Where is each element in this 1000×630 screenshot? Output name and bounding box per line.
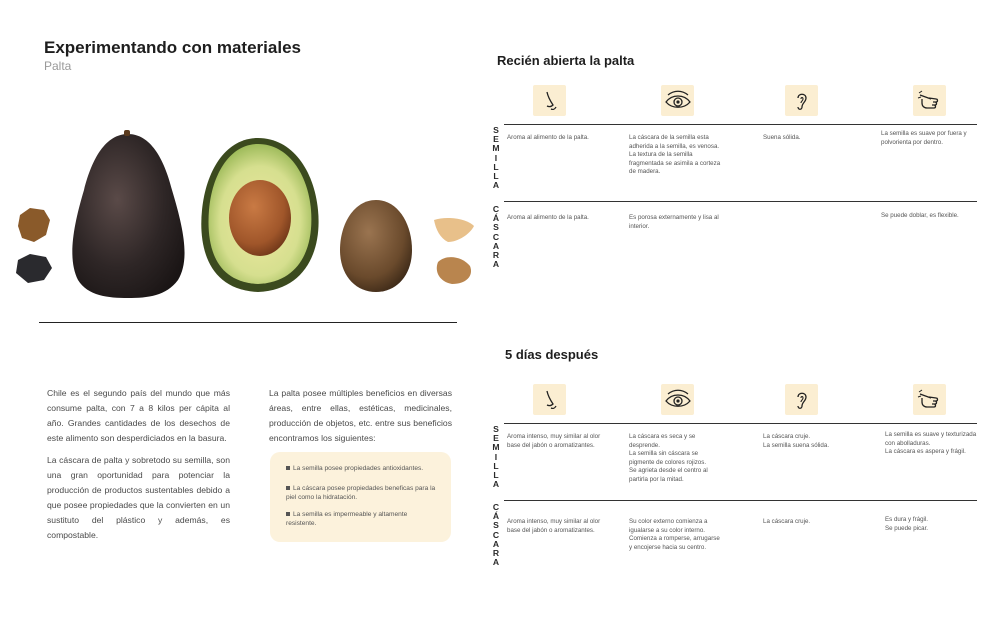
eye-icon (661, 85, 694, 116)
nose-icon (533, 384, 566, 415)
row-label-cascara: C Á S C A R A (492, 502, 500, 568)
section-divider (39, 322, 457, 323)
hand-icon (913, 85, 946, 116)
cell-sound-seed: La cáscara cruje. La semilla suena sólida. (763, 433, 830, 449)
eye-icon (661, 384, 694, 415)
benefit-item: La semilla posee propiedades antioxidantes. (286, 464, 436, 473)
cell-smell-seed: Aroma al alimento de la palta. (507, 134, 589, 141)
benefits-box (270, 452, 451, 542)
intro-paragraph-1: Chile es el segundo país del mundo que más consume palta, con 7 a 8 kilos per cápita al año. Grandes cantidades de los desechos de este alimento son desperdiciados en la basura. (47, 388, 230, 443)
page-subtitle: Palta (44, 59, 72, 73)
benefits-intro: La palta posee múltiples beneficios en diversas áreas, entre ellas, estéticas, medicinales, producción de objetos, etc. entre sus beneficios encontramos los siguientes: (269, 388, 452, 443)
ear-icon (785, 85, 818, 116)
page-title: Experimentando con materiales (44, 38, 301, 57)
section-title-fresh: Recién abierta la palta (497, 53, 635, 68)
cell-sight-peel: Es porosa externamente y lisa al interior. (629, 214, 719, 230)
intro-paragraph-2: La cáscara de palta y sobretodo su semilla, son una gran oportunidad para potenciar la producción de productos sustentables debido a que posee propiedades que la convierten en un sustituto del plástico y además, es compostable. (47, 455, 230, 540)
dark-peel-piece (16, 254, 52, 283)
hand-icon (913, 384, 946, 415)
cell-sight-peel: Su color externo comienza a igualarse a su color interno. Comienza a romperse, arrugarse y encojerse hacia su centro. (629, 518, 720, 551)
seed-peel-piece-top (434, 218, 474, 242)
cell-sight-seed: La cáscara es seca y se desprende. La semilla sin cáscara se pigmente de colores rojizos. Se agrieta desde el centro al partirla por la mitad. (629, 433, 708, 483)
cell-touch-peel: Es dura y frágil. Se puede picar. (885, 516, 929, 532)
avocado-seed (340, 200, 412, 292)
cell-sight-seed: La cáscara de la semilla esta adherida a la semilla, es venosa. La textura de la semilla fragmentada se asimila a corteza de madera. (629, 134, 721, 176)
section-title-five-days: 5 días después (505, 347, 599, 362)
whole-avocado (72, 134, 184, 298)
cell-touch-seed: La semilla es suave y texturizada con abolladuras. La cáscara es aspera y frágil. (885, 431, 977, 456)
row-label-cascara: C Á S C A R A (492, 204, 500, 270)
table-divider (504, 201, 977, 202)
cell-sound-seed: Suena sólida. (763, 134, 801, 141)
cell-sound-peel: La cáscara cruje. (763, 518, 811, 525)
avocado-photo-strip (0, 120, 480, 310)
dry-peel-piece-top (18, 208, 50, 242)
cell-smell-seed: Aroma intenso, muy similar al olor base del jabón o aromatizantes. (507, 433, 601, 449)
table-divider (504, 124, 977, 125)
cell-smell-peel: Aroma al alimento de la palta. (507, 214, 589, 221)
ear-icon (785, 384, 818, 415)
cell-touch-seed: La semilla es suave por fuera y polvorienta por dentro. (881, 130, 967, 146)
benefit-item: La semilla es impermeable y altamente resistente. (286, 511, 408, 527)
avocado-pit (229, 180, 291, 256)
nose-icon (533, 85, 566, 116)
cell-touch-peel: Se puede doblar, es flexible. (881, 212, 959, 219)
table-divider (504, 423, 977, 424)
cell-smell-peel: Aroma intenso, muy similar al olor base del jabón o aromatizantes. (507, 518, 601, 534)
seed-peel-piece-bottom (437, 257, 471, 284)
benefit-item: La cáscara posee propiedades beneficas para la piel como la hidratación. (286, 485, 436, 501)
row-label-semilla: S E M I L L A (492, 424, 500, 490)
row-label-semilla: S E M I L L A (492, 125, 500, 191)
table-divider (504, 500, 977, 501)
